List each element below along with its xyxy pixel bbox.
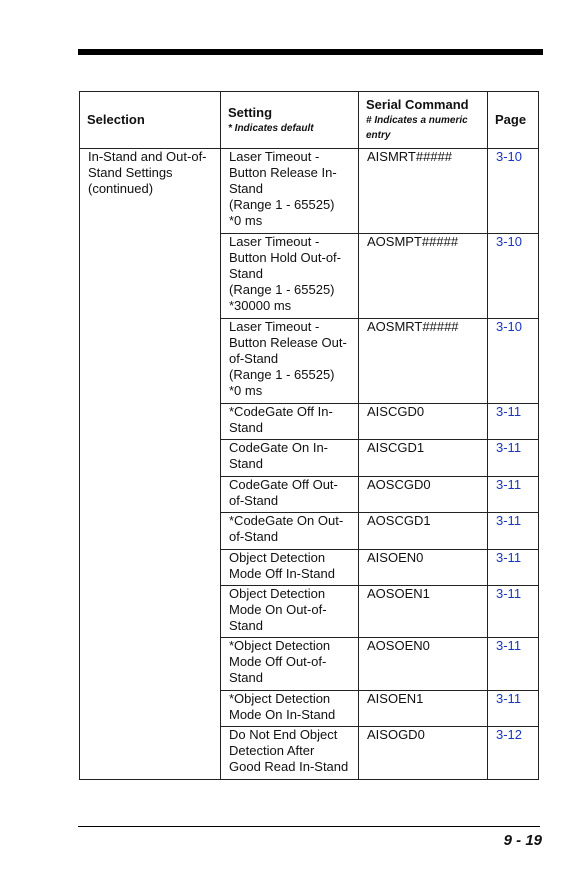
setting-text: *CodeGate On Out- of-Stand [229,513,344,544]
setting-text: CodeGate On In- Stand [229,440,328,471]
page-link[interactable]: 3-10 [496,319,523,334]
setting-text: Laser Timeout - Button Release In- Stand (Range 1 - 65525) *0 ms [229,149,337,228]
header-selection [80,92,221,149]
page-link[interactable]: 3-11 [496,638,522,653]
selection-group-label: In-Stand and Out-of-Stand Settings (continued) [88,149,207,196]
page-link[interactable]: 3-11 [496,550,522,565]
command-text: AISOEN1 [367,691,424,706]
header-page-label: Page [495,112,527,127]
command-cell [359,404,488,440]
setting-text: Object Detection Mode On Out-of- Stand [229,586,327,633]
page-link[interactable]: 3-12 [496,727,523,742]
selection-group-cell [80,149,221,780]
page-cell [488,404,539,440]
command-cell [359,440,488,477]
setting-cell [221,234,359,319]
command-cell [359,691,488,727]
page-cell [488,638,539,691]
setting-cell [221,319,359,404]
setting-text: Laser Timeout - Button Release Out- of-Stand (Range 1 - 65525) *0 ms [229,319,347,398]
setting-cell [221,638,359,691]
command-text: AISOGD0 [367,727,425,742]
command-text: AOSMPT##### [367,234,459,249]
header-setting-label: Setting [228,104,273,120]
page-cell [488,440,539,477]
setting-text: *Object Detection Mode Off Out-of- Stand [229,638,331,685]
setting-text: Object Detection Mode Off In-Stand [229,550,335,581]
page-cell [488,234,539,319]
command-text: AISOEN0 [367,550,424,565]
page-cell [488,513,539,550]
page-cell [488,149,539,234]
command-cell [359,477,488,513]
table-row [80,149,539,234]
page-cell [488,550,539,586]
page-link[interactable]: 3-11 [496,477,522,492]
command-cell [359,727,488,780]
setting-cell [221,586,359,638]
header-serial-command-note: # Indicates a numeric entry [366,115,468,141]
command-cell [359,319,488,404]
bottom-rule [78,826,540,827]
command-cell [359,234,488,319]
header-page [488,92,539,149]
setting-text: CodeGate Off Out- of-Stand [229,477,338,508]
top-rule [78,49,543,55]
setting-text: *CodeGate Off In- Stand [229,404,333,435]
page-link[interactable]: 3-10 [496,149,523,164]
setting-text: Laser Timeout - Button Hold Out-of- Stand (Range 1 - 65525) *30000 ms [229,234,341,313]
page-cell [488,691,539,727]
header-setting [221,92,359,149]
page-cell [488,477,539,513]
page-link[interactable]: 3-11 [496,404,522,419]
page-link[interactable]: 3-11 [496,691,522,706]
table-header-row [80,92,539,149]
setting-cell [221,440,359,477]
command-cell [359,149,488,234]
page-number: 9 - 19 [503,832,542,849]
command-text: AISMRT##### [367,149,453,164]
setting-cell [221,513,359,550]
setting-cell [221,727,359,780]
setting-cell [221,477,359,513]
header-setting-note: * Indicates default [228,122,314,134]
setting-cell [221,550,359,586]
command-cell [359,550,488,586]
command-cell [359,638,488,691]
command-text: AOSOEN0 [367,638,430,653]
page-link[interactable]: 3-10 [496,234,523,249]
header-serial-command [359,92,488,149]
header-selection-label: Selection [87,112,145,127]
command-text: AOSCGD1 [367,513,431,528]
command-text: AISCGD0 [367,404,425,419]
command-cell [359,513,488,550]
command-cell [359,586,488,638]
page-link[interactable]: 3-11 [496,513,522,528]
page-link[interactable]: 3-11 [496,586,522,601]
command-text: AOSCGD0 [367,477,431,492]
page-cell [488,586,539,638]
command-text: AOSOEN1 [367,586,430,601]
page-cell [488,319,539,404]
setting-cell [221,691,359,727]
setting-text: *Object Detection Mode On In-Stand [229,691,336,722]
command-text: AOSMRT##### [367,319,459,334]
page-cell [488,727,539,780]
setting-text: Do Not End Object Detection After Good Read In-Stand [229,727,349,774]
page-link[interactable]: 3-11 [496,440,522,455]
serial-command-table [79,91,539,780]
setting-cell [221,149,359,234]
setting-cell [221,404,359,440]
header-serial-command-label: Serial Command [366,97,469,112]
command-text: AISCGD1 [367,440,425,455]
